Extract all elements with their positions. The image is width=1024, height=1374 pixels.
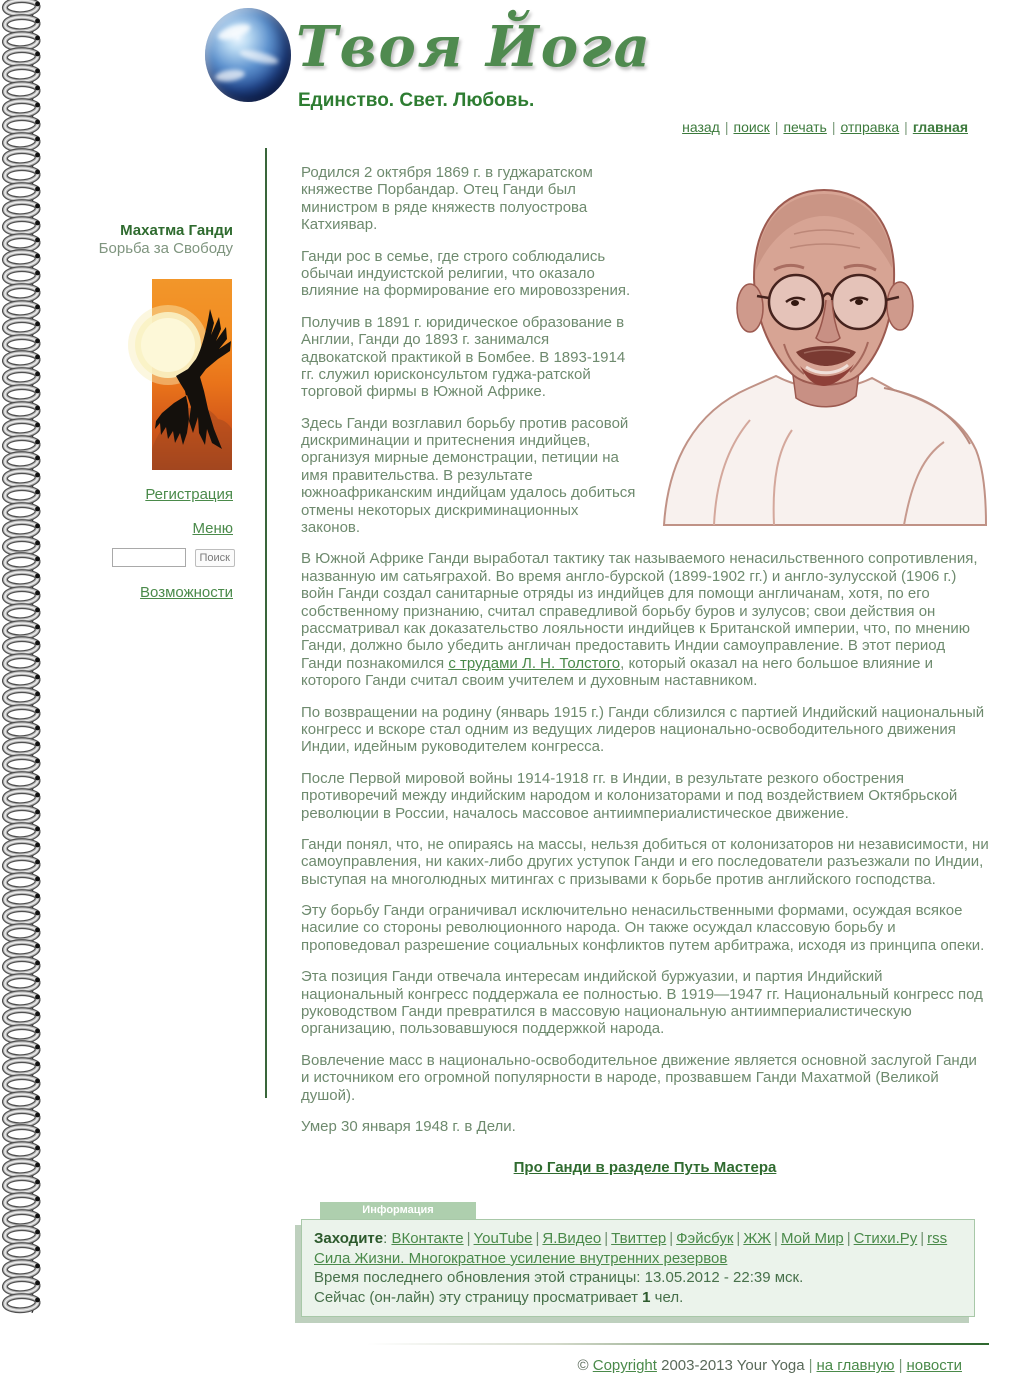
nav-separator: | (831, 119, 836, 135)
social-link-livejournal[interactable]: ЖЖ (743, 1230, 772, 1248)
online-text: чел. (650, 1288, 684, 1306)
social-link-moymir[interactable]: Мой Мир (780, 1230, 844, 1248)
footer (301, 1345, 989, 1374)
copyright-link[interactable]: Copyright (592, 1357, 657, 1374)
social-separator: | (466, 1230, 471, 1248)
sidebar-link-features[interactable]: Возможности (140, 584, 233, 601)
social-link-stihi[interactable]: Стихи.Ру (853, 1230, 918, 1248)
top-navigation (682, 119, 968, 135)
site-tagline: Единство. Свет. Любовь. (298, 90, 535, 111)
info-tab: Информация (320, 1202, 476, 1219)
earth-logo-icon (205, 8, 291, 102)
online-text: Сейчас (он-лайн) эту страницу просматривает (314, 1288, 643, 1306)
promo-line (314, 1249, 962, 1269)
paragraph-text: , который оказал на него большое влияние и которого Ганди считал своим учителем и духовным наставником. (301, 654, 934, 690)
online-count: 1 (642, 1288, 651, 1306)
tolstoy-works-link[interactable]: с трудами Л. Н. Толстого (448, 654, 621, 672)
paragraph: Эта позиция Ганди отвечала интересам индийской буржуазии, и партия Индийский национальный конгресс поддержала ее полностью. В 1919—1947 гг. Национальный конгресс под руководством Ганди превратился в массовую национальную антиимпериалистическую организацию, пользовавшуюся поддержкой народа. (301, 968, 983, 1038)
sidebar-search (38, 548, 235, 567)
copyright-text: 2003-2013 Your Yoga (656, 1357, 805, 1374)
paragraph: После Первой мировой войны 1914-1918 гг. в Индии, в результате резкого обострения противоречий между индийским народом и колонизаторами и под воздействием Октябрьской революции в России, началось массовое антиимпериалистическое движение. (301, 769, 958, 822)
paragraph-text: В Южной Африке Ганди выработал тактику так называемого ненасильственного сопротивления, названную им сатьяграхой. Во время англо-бурской (1899-1902 гг.) и англо-зулусской (1906 г.) войн Ганди создал санитарные отряды из индийцев для помощи англичанам, хотя, по его собственному признанию, считал справедливой борьбу буров и зулусов; свои действия он рассматривал как доказательство лояльности индийцев к Британской империи, что, по мнению Ганди, должно было убедить англичан предоставить Индии самоуправление. В этот период Ганди познакомился (301, 550, 978, 672)
visit-colon: : (383, 1230, 392, 1248)
nav-link-back[interactable]: назад (682, 119, 720, 135)
social-link-twitter[interactable]: Твиттер (611, 1230, 667, 1248)
sidebar-title-block (40, 222, 233, 257)
paragraph: По возвращении на родину (январь 1915 г.) Ганди сблизился с партией Индийский национальный конгресс и вскоре стал одним из ведущих лидеров национально-освободительного движения Индии, идейным руководителем конгресса. (301, 703, 985, 756)
paragraph: Вовлечение масс в национально-освободительное движение является основной заслугой Ганди и источником его огромной популярности в народе, прозвавшем Ганди Махатмой (Великой душой). (301, 1051, 977, 1104)
social-link-vkontakte[interactable]: ВКонтакте (391, 1230, 464, 1248)
spiral-binding (1, 0, 48, 1313)
sidebar-title: Махатма Ганди (120, 222, 233, 239)
search-button[interactable]: Поиск (195, 549, 235, 567)
social-links-line (314, 1229, 962, 1249)
eagle-sunset-image (152, 279, 232, 470)
nav-separator: | (774, 119, 779, 135)
search-input[interactable] (112, 548, 186, 567)
footer-separator: | (808, 1357, 813, 1374)
site-logo-title: Твоя Йога (296, 14, 652, 80)
nav-link-search[interactable]: поиск (733, 119, 770, 135)
social-separator: | (736, 1230, 741, 1248)
sidebar-link-registration[interactable]: Регистрация (145, 486, 233, 503)
social-separator: | (920, 1230, 925, 1248)
social-link-yavideo[interactable]: Я.Видео (542, 1230, 602, 1248)
paragraph: Здесь Ганди возглавил борьбу против расовой дискриминации и притеснения индийцев, организуя мирные демонстрации, петиции на имя правительства. В результате южноафриканским индийцам удалось добиться отмены некоторых дискриминационных законов. (301, 414, 636, 537)
paragraph: Эту борьбу Ганди ограничивал исключительно ненасильственными формами, осуждая всякое насилие со стороны революционного народа. Он также осуждал классовую борьбу и проповедовал разрешение социальных конфликтов путем арбитража, исходя из принципа опеки. (301, 902, 985, 954)
social-separator: | (604, 1230, 609, 1248)
paragraph (301, 550, 989, 689)
nav-link-send[interactable]: отправка (840, 119, 900, 135)
sidebar-divider (265, 148, 267, 1098)
nav-link-home[interactable]: главная (912, 119, 968, 135)
gandhi-master-path-link[interactable]: Про Ганди в разделе Путь Мастера (513, 1159, 777, 1177)
online-line (314, 1288, 962, 1308)
paragraph: Родился 2 октября 1869 г. в гуджаратском княжестве Порбандар. Отец Ганди был министром в ряде княжеств полуострова Катхиявар. (301, 164, 593, 234)
article (301, 150, 989, 1374)
paragraph: Ганди понял, что, не опираясь на массы, нельзя добиться от колонизаторов ни независимости, ни самоуправления, ни каких-либо других уступок Ганди и его последователи разъезжали по Индии, выступая на многолюдных митингах с призывами к борьбе против английского господства. (301, 835, 989, 888)
life-force-link[interactable]: Сила Жизни. Многократное усиление внутренних резервов (314, 1249, 728, 1267)
copyright-symbol: © (577, 1357, 593, 1374)
paragraph: Ганди рос в семье, где строго соблюдались обычаи индуистской религии, что оказало влияние на формирование его мировоззрения. (301, 247, 631, 300)
gandhi-portrait-image (644, 150, 989, 530)
info-box (301, 1219, 975, 1317)
paragraph: Получив в 1891 г. юридическое образование в Англии, Ганди до 1893 г. занимался адвокатской практикой в Бомбее. В 1893-1914 гг. служил юрисконсультом гуджа-ратской торговой фирмы в Южной Африке. (301, 313, 626, 401)
social-separator: | (774, 1230, 778, 1248)
social-link-youtube[interactable]: YouTube (473, 1230, 533, 1248)
updated-line: Время последнего обновления этой страницы: 13.05.2012 - 22:39 мск. (314, 1269, 804, 1287)
nav-link-print[interactable]: печать (783, 119, 827, 135)
footer-news-link[interactable]: новости (906, 1357, 962, 1374)
nav-separator: | (904, 119, 908, 135)
social-link-rss[interactable]: rss (927, 1230, 948, 1248)
nav-separator: | (724, 119, 729, 135)
sidebar-link-menu[interactable]: Меню (192, 520, 233, 537)
footer-separator: | (898, 1357, 903, 1374)
social-link-facebook[interactable]: Фэйсбук (676, 1230, 734, 1248)
footer-home-link[interactable]: на главную (816, 1357, 895, 1374)
visit-label: Заходите (314, 1230, 384, 1248)
social-separator: | (535, 1230, 540, 1248)
paragraph: Умер 30 января 1948 г. в Дели. (301, 1117, 516, 1135)
social-separator: | (669, 1230, 674, 1248)
social-separator: | (846, 1230, 851, 1248)
sidebar-subtitle: Борьба за Свободу (98, 240, 233, 257)
spiral-ring-icon (1, 1296, 47, 1313)
